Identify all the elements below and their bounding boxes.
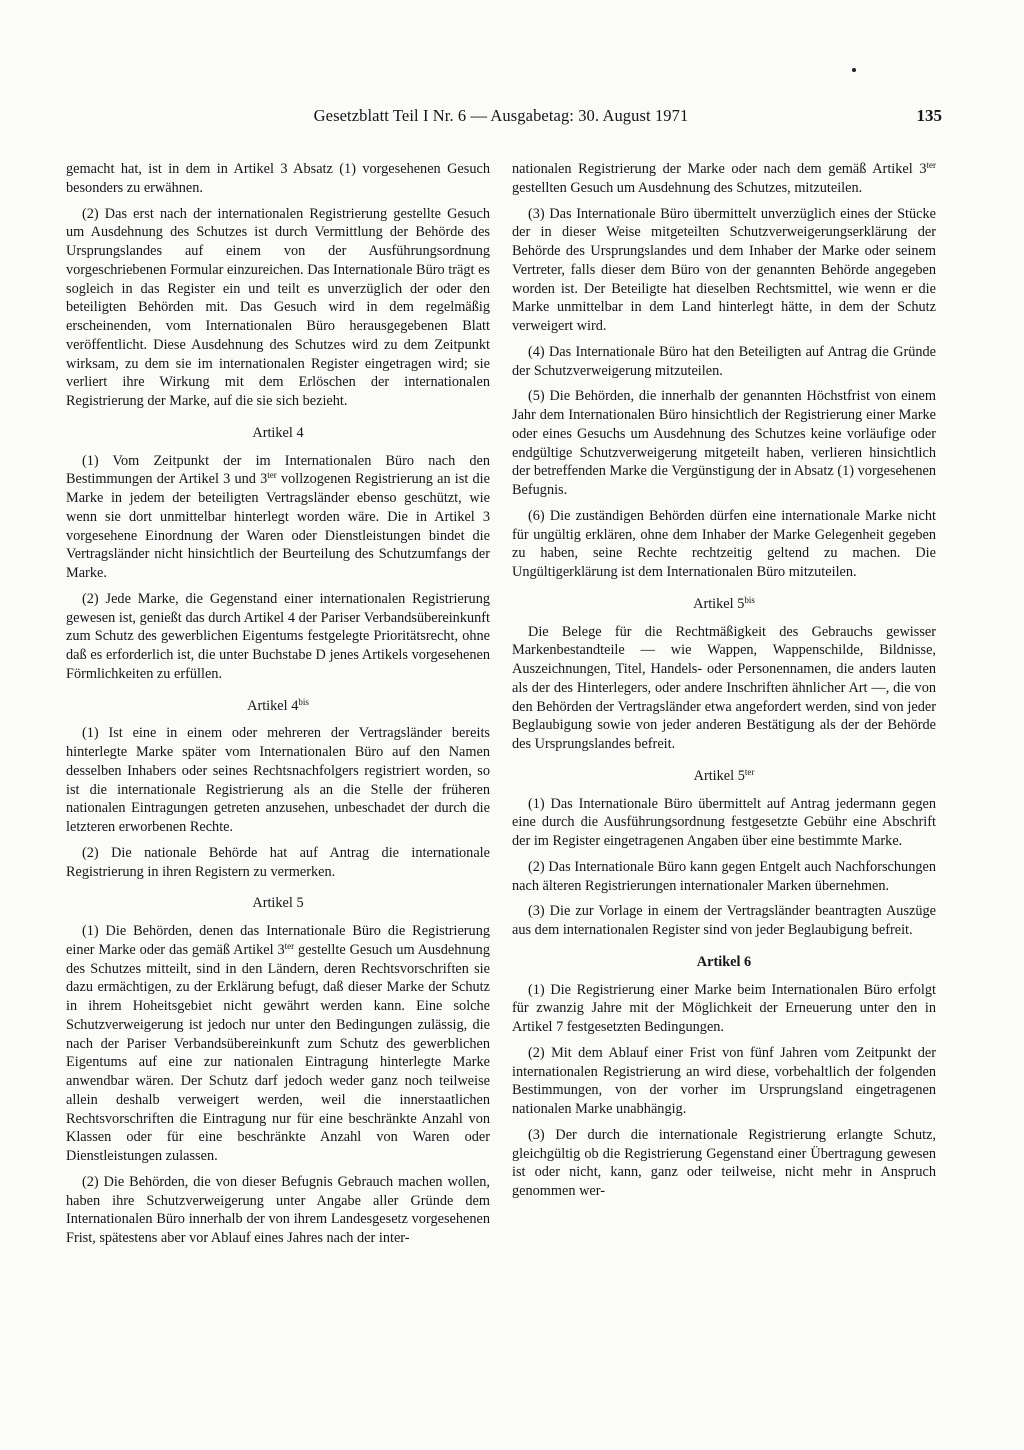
- paragraph-text: vollzogenen Registrierung an ist die Marke in jedem der beteiligten Vertragsländer ebenso geschützt, wie wenn sie dort unmittelbar hinterlegt worden wäre. Die in Artikel 3 vorgesehene Einordnung der Waren oder Dienstleistungen bindet die Vertragsländer nicht hinsichtlich der Beurteilung des Schutzumfangs der Marke.: [66, 471, 490, 581]
- paragraph: (2) Die nationale Behörde hat auf Antrag die internationale Registrierung in ihren Registern zu vermerken.: [66, 844, 490, 880]
- article-heading: Artikel 5: [252, 895, 304, 912]
- article-heading-text: Artikel 5: [693, 767, 745, 784]
- superscript: ter: [284, 940, 295, 951]
- article-heading: Artikel 6: [696, 953, 752, 970]
- superscript: bis: [744, 594, 755, 605]
- paragraph: (1) Das Internationale Büro übermittelt auf Antrag jedermann gegen eine durch die Ausführungsordnung festgesetzte Gebühr eine Abschrift der im Register eingetragenen Angaben über eine bestimmte Marke.: [512, 795, 936, 849]
- paragraph: (1) Ist eine in einem oder mehreren der Vertragsländer bereits hinterlegte Marke später vom Internationalen Büro auf den Namen desselben Inhabers oder seines Rechtsnachfolgers registriert worden, so ist die internationale Registrierung als an die Stelle der früheren nationalen Eintragungen getreten anzusehen, unbeschadet der durch die letzteren erworbenen Rechte.: [66, 725, 490, 835]
- paragraph: (2) Das erst nach der internationalen Registrierung gestellte Gesuch um Ausdehnung des Schutzes ist durch Vermittlung der Behörde des Ursprungslandes auf einem von der Ausführungsordnung vorgeschriebenen Formular einzureichen. Das Internationale Büro trägt es sogleich in das Register ein und teilt es unverzüglich der oder den beteiligten Behörden mit. Das Gesuch wird in dem regelmäßig erscheinenden, vom Internationalen Büro herausgegebenen Blatt veröffentlicht. Diese Ausdehnung des Schutzes wird zu dem Zeitpunkt wirksam, zu dem sie im internationalen Register eingetragen wird; sie verliert ihre Wirkung mit dem Erlöschen der internationalen Registrierung der Marke, auf die sie sich bezieht.: [66, 205, 490, 409]
- article-heading: Artikel 4: [252, 424, 304, 441]
- paragraph: [66, 922, 490, 1166]
- paragraph: [66, 452, 490, 583]
- paragraph: (2) Die Behörden, die von dieser Befugnis Gebrauch machen wollen, haben ihre Schutzverweigerung unter Angabe aller Gründe dem Internationalen Büro innerhalb der von ihrem Landesgesetz vorgesehenen Frist, spätestens aber vor Ablauf eines Jahres nach der inter-: [66, 1173, 490, 1246]
- superscript: bis: [298, 696, 309, 707]
- paragraph-text: nationalen Registrierung der Marke oder nach dem gemäß Artikel 3: [512, 161, 927, 177]
- paragraph: (1) Die Registrierung einer Marke beim Internationalen Büro erfolgt für zwanzig Jahre mit der Möglichkeit der Erneuerung unter den in Artikel 7 festgesetzten Bedingungen.: [512, 981, 936, 1035]
- paragraph: (4) Das Internationale Büro hat den Beteiligten auf Antrag die Gründe der Schutzverweigerung mitzuteilen.: [512, 343, 936, 379]
- right-column: [512, 160, 936, 1208]
- article-heading: [512, 595, 936, 614]
- article-heading: [66, 697, 490, 716]
- paragraph: (6) Die zuständigen Behörden dürfen eine internationale Marke nicht für ungültig erklären, ohne dem Inhaber der Marke Gelegenheit gegeben zu haben, seine Rechte rechtzeitig geltend zu machen. Die Ungültigerklärung ist dem Internationalen Büro mitzuteilen.: [512, 507, 936, 580]
- paragraph: (3) Der durch die internationale Registrierung erlangte Schutz, gleichgültig ob die Registrierung Gegenstand einer Übertragung gewesen ist oder nicht, kann, ganz oder teilweise, nicht mehr in Anspruch genommen wer-: [512, 1126, 936, 1199]
- paragraph: (2) Das Internationale Büro kann gegen Entgelt auch Nachforschungen nach älteren Registrierungen internationaler Marken übernehmen.: [512, 858, 936, 894]
- paragraph-text: gestellten Gesuch um Ausdehnung des Schutzes, mitzuteilen.: [512, 179, 863, 196]
- paragraph: Die Belege für die Rechtmäßigkeit des Gebrauchs gewisser Markenbestandteile — wie Wappen, Wappenschilde, Bildnisse, Auszeichnungen, Titel, Handels- oder Personennamen, die anders lauten als der des Hinterlegers, oder andere Inschriften ähnlicher Art —, die von den Behörden der Vertragsländer etwa angefordert werden, sind von jeder Beglaubigung sowie von jeder anderen Bestätigung als der der Behörde des Ursprungslandes befreit.: [512, 623, 936, 752]
- article-heading-text: Artikel 5: [693, 595, 745, 612]
- superscript: ter: [744, 766, 755, 777]
- paragraph: (5) Die Behörden, die innerhalb der genannten Höchstfrist von einem Jahr dem Internationalen Büro hinsichtlich der Registrierung einer Marke oder eines Gesuchs um Ausdehnung des Schutzes keine vorläufige oder endgültige Schutzverweigerung mitgeteilt haben, verlieren hinsichtlich der betreffenden Marke die Vergünstigung der in Absatz (1) vorgesehenen Befugnis.: [512, 388, 936, 498]
- paragraph: (2) Mit dem Ablauf einer Frist von fünf Jahren vom Zeitpunkt der internationalen Registrierung an wird diese, vorbehaltlich der folgenden Bestimmungen, von der vorher im Ursprungsland eingetragenen nationalen Marke unabhängig.: [512, 1044, 936, 1117]
- paragraph-text: (1) Die Behörden, denen das Internationale Büro die Registrierung einer Marke oder das gemäß Artikel 3: [66, 923, 490, 958]
- paragraph: gemacht hat, ist in dem in Artikel 3 Absatz (1) vorgesehenen Gesuch besonders zu erwähnen.: [66, 161, 490, 196]
- ink-speck: [852, 68, 856, 72]
- paragraph-text: gestellte Gesuch um Ausdehnung des Schutzes mitteilt, sind in den Ländern, deren Rechtsvorschriften sie dazu ermächtigen, zu der Erklärung befugt, daß dieser Marke der Schutz in ihrem Hoheitsgebiet nicht gewährt werden kann. Eine solche Schutzverweigerung ist jedoch nur unter den Bedingungen zulässig, die nach der Pariser Verbandsübereinkunft zum Schutz des gewerblichen Eigentums auf eine zur nationalen Eintragung hinterlegte Marke anwendbar wären. Der Schutz darf jedoch weder ganz noch teilweise allein deshalb verweigert werden, weil die innerstaatlichen Rechtsvorschriften die Eintragung nur für eine beschränkte Anzahl von Klassen oder für eine beschränkte Anzahl von Waren oder Dienstleistungen zulassen.: [66, 941, 490, 1164]
- left-column: [66, 160, 490, 1255]
- paragraph: (3) Das Internationale Büro übermittelt unverzüglich eines der Stücke der in dieser Weise mitgeteilten Schutzverweigerungserklärung der Behörde des Ursprungslandes und dem Inhaber der Marke oder seinem Vertreter, falls dieser dem Büro von der genannten Behörde angegeben worden ist. Der Beteiligte hat dieselben Rechtsmittel, wie wenn er die Marke unmittelbar in dem Land hinterlegt hätte, in dem der Schutz verweigert wird.: [512, 205, 936, 334]
- paragraph: [512, 160, 936, 198]
- article-heading: [512, 767, 936, 786]
- article-heading-text: Artikel 4: [247, 697, 299, 714]
- superscript: ter: [267, 470, 277, 481]
- paragraph-text: (1) Vom Zeitpunkt der im Internationalen Büro nach den Bestimmungen der Artikel 3 und 3: [66, 452, 490, 488]
- running-title: Gesetzblatt Teil I Nr. 6 — Ausgabetag: 30. August 1971: [313, 106, 689, 125]
- paragraph: (3) Die zur Vorlage in einem der Vertragsländer beantragten Auszüge aus dem internationalen Register sind von jeder Beglaubigung befreit.: [512, 903, 936, 938]
- superscript: ter: [926, 160, 936, 170]
- paragraph: (2) Jede Marke, die Gegenstand einer internationalen Registrierung gewesen ist, genießt das durch Artikel 4 der Pariser Verbandsübereinkunft zum Schutz des gewerblichen Eigentums festgelegte Prioritätsrecht, ohne daß es erforderlich ist, die unter Buchstabe D jenes Artikels vorgesehenen Förmlichkeiten zu erfüllen.: [66, 590, 490, 682]
- page-header: [60, 106, 942, 132]
- page-number: 135: [916, 106, 942, 125]
